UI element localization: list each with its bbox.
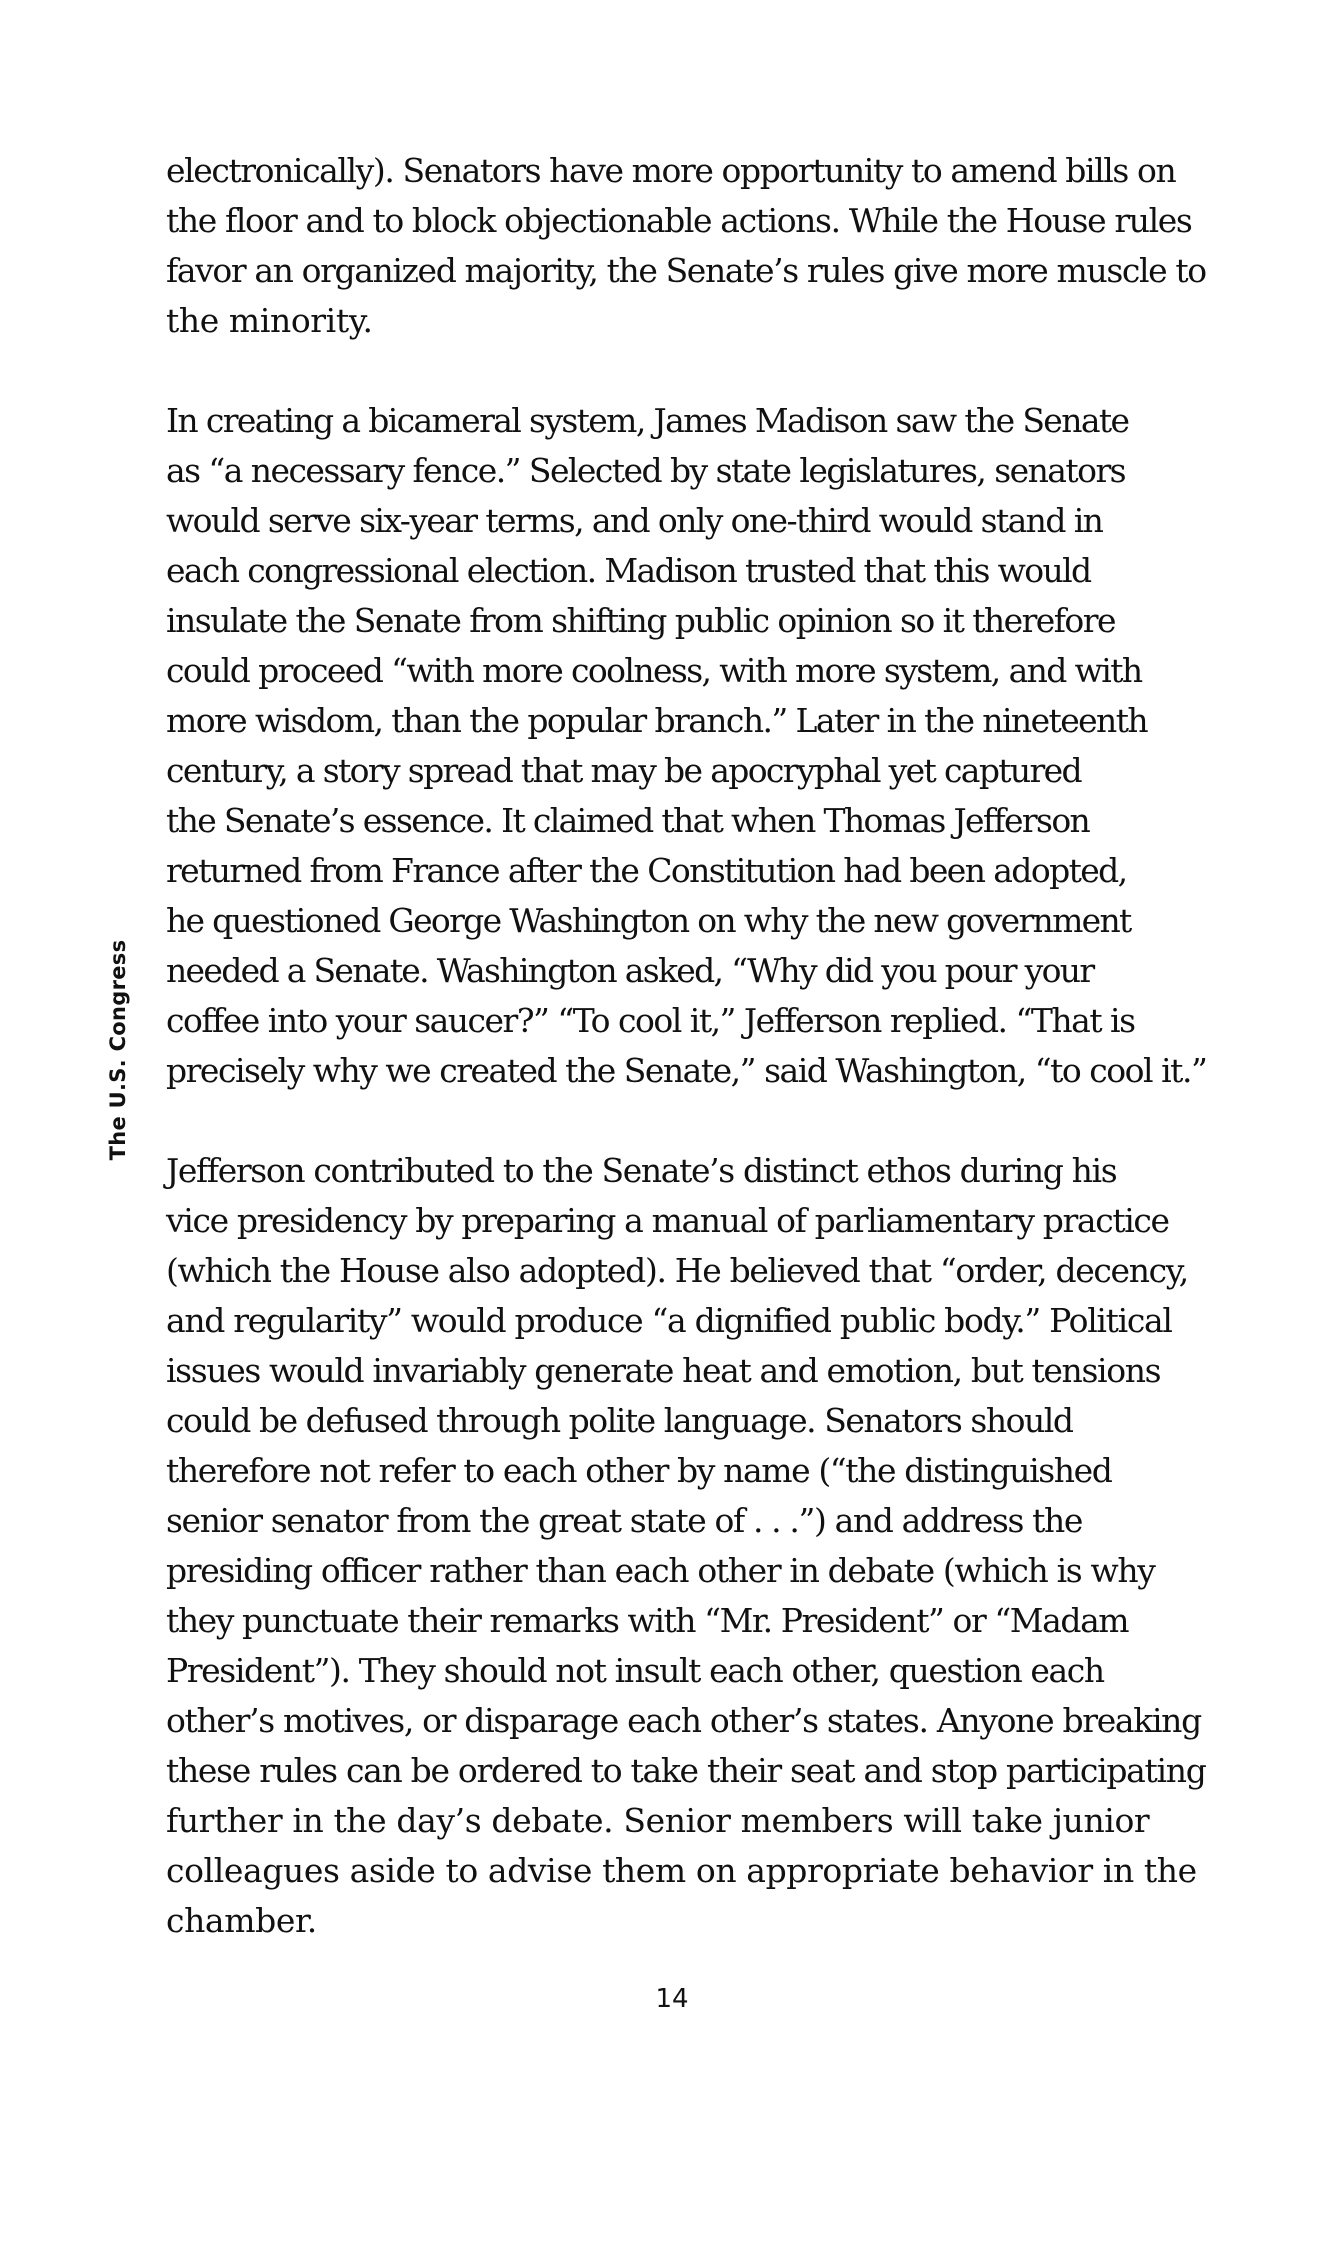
paragraph-2 <box>166 396 1206 1096</box>
paragraph-1 <box>166 146 1206 346</box>
text-line: colleagues aside to advise them on appropriate behavior in the <box>166 1851 1197 1890</box>
running-head: The U.S. Congress <box>106 939 130 1161</box>
text-line: coffee into your saucer?” “To cool it,” Jefferson replied. “That is <box>166 1001 1135 1040</box>
text-line: century, a story spread that may be apocryphal yet captured <box>166 751 1081 790</box>
text-line: they punctuate their remarks with “Mr. President” or “Madam <box>166 1601 1129 1640</box>
text-line: could proceed “with more coolness, with more system, and with <box>166 651 1142 690</box>
text-line: favor an organized majority, the Senate’s rules give more muscle to <box>166 251 1206 290</box>
text-line: each congressional election. Madison trusted that this would <box>166 551 1091 590</box>
text-line: the floor and to block objectionable actions. While the House rules <box>166 201 1192 240</box>
text-line: chamber. <box>166 1901 317 1940</box>
text-line: senior senator from the great state of . . .”) and address the <box>166 1501 1082 1540</box>
text-line: electronically). Senators have more opportunity to amend bills on <box>166 151 1176 190</box>
text-line: therefore not refer to each other by name (“the distinguished <box>166 1451 1112 1490</box>
text-line: In creating a bicameral system, James Madison saw the Senate <box>166 401 1129 440</box>
text-line: more wisdom, than the popular branch.” Later in the nineteenth <box>166 701 1148 740</box>
text-line: precisely why we created the Senate,” said Washington, “to cool it.” <box>166 1051 1207 1090</box>
page-number: 14 <box>655 1984 689 2014</box>
text-line: further in the day’s debate. Senior members will take junior <box>166 1801 1150 1840</box>
paragraph-3 <box>166 1146 1206 1946</box>
text-line: the Senate’s essence. It claimed that when Thomas Jefferson <box>166 801 1090 840</box>
text-line: would serve six-year terms, and only one-third would stand in <box>166 501 1103 540</box>
text-line: and regularity” would produce “a dignified public body.” Political <box>166 1301 1172 1340</box>
text-line: other’s motives, or disparage each other’s states. Anyone breaking <box>166 1701 1201 1740</box>
text-line: the minority. <box>166 301 373 340</box>
text-line: presiding officer rather than each other in debate (which is why <box>166 1551 1155 1590</box>
text-line: (which the House also adopted). He believed that “order, decency, <box>166 1251 1188 1290</box>
text-line: as “a necessary fence.” Selected by state legislatures, senators <box>166 451 1126 490</box>
text-line: President”). They should not insult each other, question each <box>166 1651 1104 1690</box>
text-line: returned from France after the Constitution had been adopted, <box>166 851 1127 890</box>
text-line: insulate the Senate from shifting public opinion so it therefore <box>166 601 1115 640</box>
text-line: Jefferson contributed to the Senate’s distinct ethos during his <box>166 1151 1117 1190</box>
text-line: vice presidency by preparing a manual of parliamentary practice <box>166 1201 1169 1240</box>
text-line: could be defused through polite language. Senators should <box>166 1401 1073 1440</box>
text-line: these rules can be ordered to take their seat and stop participating <box>166 1751 1206 1790</box>
text-line: needed a Senate. Washington asked, “Why did you pour your <box>166 951 1094 990</box>
text-line: he questioned George Washington on why the new government <box>166 901 1131 940</box>
text-line: issues would invariably generate heat and emotion, but tensions <box>166 1351 1161 1390</box>
